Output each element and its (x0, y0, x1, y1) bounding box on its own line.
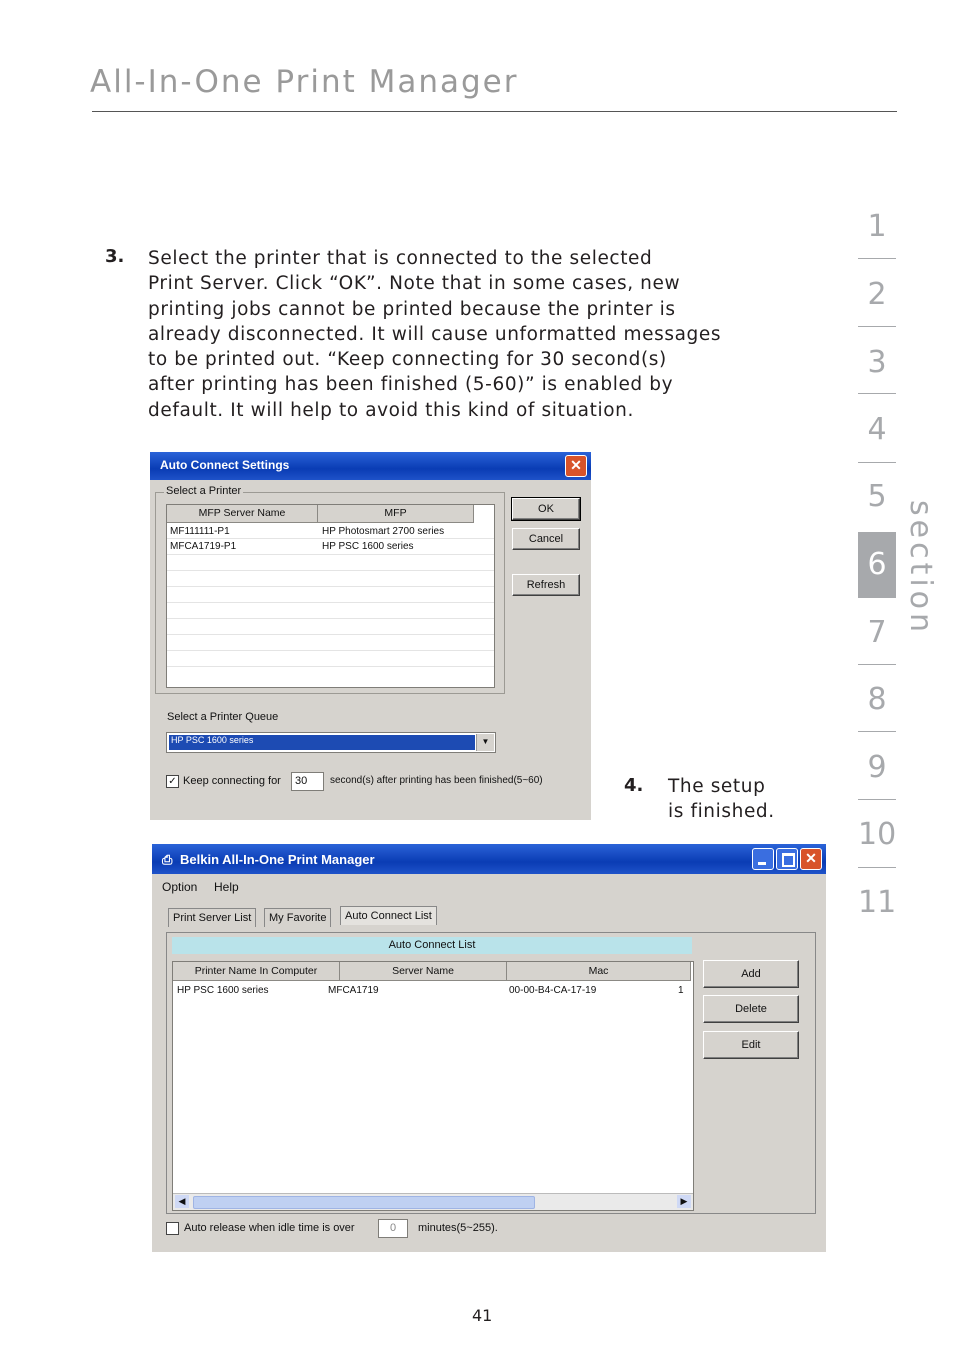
row-divider (167, 634, 494, 635)
section-number: 5 (867, 479, 887, 514)
row-divider (167, 570, 494, 571)
ok-button[interactable]: OK (512, 498, 580, 520)
print-manager-window (152, 844, 826, 1252)
step-4-line: is finished. (668, 801, 775, 823)
section-rule (858, 867, 896, 868)
keep-connecting-suffix: second(s) after printing has been finished(5~60) (330, 775, 543, 786)
maximize-icon[interactable] (776, 848, 798, 870)
table-cell: HP Photosmart 2700 series (322, 526, 445, 537)
document-title: All-In-One Print Manager (90, 64, 519, 100)
step-4-line: The setup (668, 776, 766, 797)
window-title: Belkin All-In-One Print Manager (180, 852, 375, 867)
horizontal-scrollbar[interactable] (173, 1193, 693, 1210)
keep-connecting-input[interactable]: 30 (291, 772, 324, 791)
step-3-line: to be printed out. “Keep connecting for 30 second(s) (148, 349, 667, 371)
section-number: 1 (867, 209, 887, 244)
keep-connecting-checkbox[interactable]: ✓ (166, 775, 179, 788)
tab-print-server-list[interactable]: Print Server List (168, 908, 256, 927)
column-header[interactable]: Server Name (340, 962, 507, 981)
section-number-active: 6 (858, 532, 896, 598)
tab-strip (168, 908, 468, 932)
select-printer-label: Select a Printer (166, 485, 242, 497)
dialog-title: Auto Connect Settings (160, 458, 290, 472)
row-divider (167, 554, 494, 555)
row-divider (167, 586, 494, 587)
step-3-line: already disconnected. It will cause unformatted messages (148, 323, 722, 345)
step-3-line: printing jobs cannot be printed because the printer is (148, 298, 676, 320)
section-number: 4 (867, 412, 887, 447)
column-header[interactable]: MFP (318, 505, 474, 523)
column-header[interactable]: MFP Server Name (167, 505, 318, 523)
section-rule (858, 799, 896, 800)
close-icon[interactable]: ✕ (800, 848, 822, 870)
row-divider (167, 650, 494, 651)
section-number: 11 (858, 885, 897, 920)
section-rule (858, 258, 896, 259)
step-3-text (148, 246, 721, 423)
step-4-number: 4. (624, 775, 644, 796)
tab-auto-connect-list[interactable]: Auto Connect List (340, 906, 437, 925)
section-rule (858, 326, 896, 327)
auto-release-label: Auto release when idle time is over (184, 1222, 355, 1234)
table-cell: HP PSC 1600 series (322, 541, 414, 552)
section-number: 2 (867, 277, 887, 312)
section-number: 3 (867, 345, 887, 380)
page-number: 41 (472, 1306, 493, 1325)
chevron-right-icon[interactable]: ▶ (677, 1195, 691, 1208)
menu-option[interactable]: Option (162, 880, 198, 894)
menu-help[interactable]: Help (214, 880, 239, 894)
step-3-line: Print Server. Click “OK”. Note that in some cases, new (148, 273, 681, 295)
printer-queue-select[interactable] (166, 732, 496, 753)
refresh-button[interactable]: Refresh (512, 574, 580, 596)
queue-selected-value: HP PSC 1600 series (169, 735, 475, 750)
chevron-left-icon[interactable]: ◀ (175, 1195, 189, 1208)
close-icon[interactable]: ✕ (565, 455, 587, 477)
auto-release-checkbox[interactable] (166, 1222, 179, 1235)
step-4-text (668, 774, 775, 825)
section-number: 10 (858, 817, 897, 852)
table-cell: MFCA1719-P1 (170, 541, 237, 552)
printer-icon: ⎙ (162, 852, 173, 867)
table-cell: MFCA1719 (328, 985, 379, 996)
step-3-line: Select the printer that is connected to the selected (148, 248, 653, 269)
section-number: 8 (867, 682, 887, 717)
table-cell: HP PSC 1600 series (177, 985, 269, 996)
auto-release-suffix: minutes(5~255). (418, 1222, 498, 1234)
table-cell: 00-00-B4-CA-17-19 (509, 985, 597, 996)
title-rule (92, 111, 897, 112)
section-label: section (903, 500, 938, 637)
add-button[interactable]: Add (703, 960, 799, 988)
auto-release-input[interactable]: 0 (378, 1219, 408, 1238)
column-header[interactable]: Mac (507, 962, 691, 981)
section-number: 9 (867, 750, 887, 785)
keep-connecting-label: Keep connecting for (183, 775, 281, 787)
row-divider (167, 538, 494, 539)
chevron-down-icon[interactable]: ▼ (476, 734, 494, 751)
step-3-number: 3. (105, 246, 125, 267)
section-rule (858, 393, 896, 394)
window-titlebar (152, 844, 826, 874)
auto-connect-table[interactable] (172, 961, 694, 1211)
printer-list[interactable] (166, 504, 495, 688)
section-rule (858, 664, 896, 665)
minimize-icon[interactable] (752, 848, 774, 870)
dialog-titlebar (150, 452, 591, 480)
tab-my-favorite[interactable]: My Favorite (264, 908, 331, 927)
cancel-button[interactable]: Cancel (512, 528, 580, 550)
table-cell: MF111111-P1 (170, 526, 230, 537)
row-divider (167, 618, 494, 619)
section-rule (858, 731, 896, 732)
auto-connect-settings-dialog (150, 452, 591, 820)
step-3-line: after printing has been finished (5-60)” is enabled by (148, 374, 674, 396)
edit-button[interactable]: Edit (703, 1031, 799, 1059)
row-divider (167, 666, 494, 667)
step-3-line: default. It will help to avoid this kind of situation. (148, 399, 634, 421)
section-number: 7 (867, 615, 887, 650)
table-cell: 1 (678, 985, 684, 996)
section-rule (858, 462, 896, 463)
auto-connect-list-title: Auto Connect List (172, 937, 692, 954)
delete-button[interactable]: Delete (703, 995, 799, 1023)
column-header[interactable]: Printer Name In Computer (173, 962, 340, 981)
queue-label: Select a Printer Queue (167, 711, 279, 723)
row-divider (167, 602, 494, 603)
scrollbar-thumb[interactable] (193, 1196, 535, 1209)
